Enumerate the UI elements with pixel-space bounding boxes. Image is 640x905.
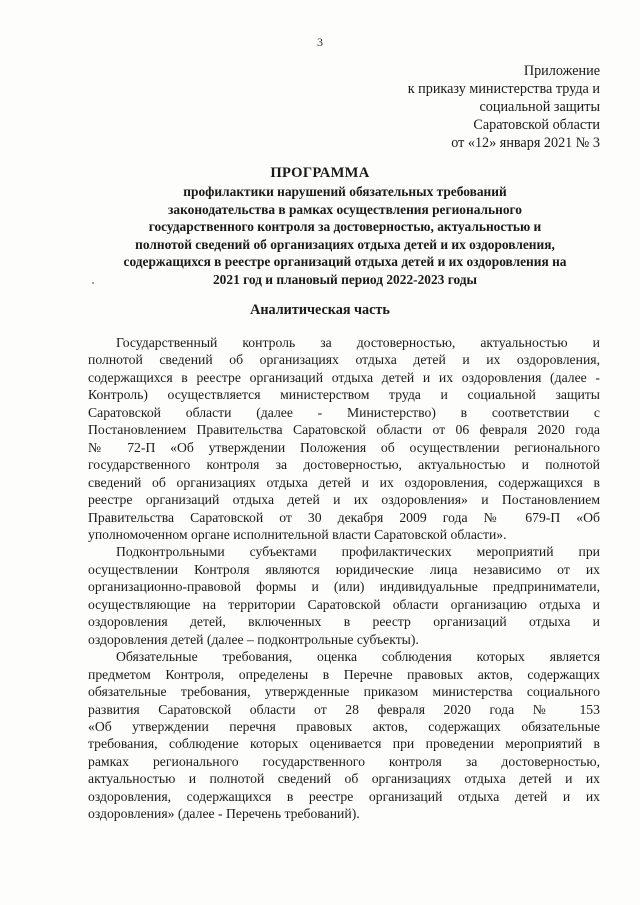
paragraph-line: содержащихся в реестре организаций отдыха детей и их оздоровления (далее -: [88, 369, 600, 385]
paragraph-line: «Об утверждении перечня правовых актов, содержащих обязательные: [88, 718, 600, 734]
subtitle-line: полнотой сведений об организациях отдыха детей и их оздоровления,: [135, 236, 555, 252]
subtitle-line: законодательства в рамках осуществления регионального: [168, 201, 522, 217]
paragraph-line: Постановлением Правительства Саратовской области от 06 февраля 2020 года: [88, 422, 600, 438]
paragraph-line: требования, соблюдение которых оценивается при проведении мероприятий в: [88, 736, 600, 752]
appendix-line: от «12» января 2021 № 3: [451, 135, 600, 151]
paragraph-line: сведений об организациях отдыха детей и их оздоровления, содержащихся в: [88, 474, 600, 490]
appendix-line: социальной защиты: [479, 99, 600, 115]
paragraph-line: Обязательные требования, оценка соблюдения которых является: [116, 649, 600, 665]
program-title: ПРОГРАММА: [270, 165, 370, 181]
paragraph-line: Подконтрольными субъектами профилактических мероприятий при: [116, 544, 600, 560]
paragraph-line: полнотой сведений об организациях отдыха детей и их оздоровления,: [88, 352, 600, 368]
paragraph-line: оздоровления детей, включенных в реестр организаций отдыха и: [88, 614, 600, 630]
appendix-line: Саратовской области: [473, 117, 600, 133]
paragraph-line: реестре организаций отдыха детей и их оздоровления» и Постановлением: [88, 492, 600, 508]
paragraph-line: Государственный контроль за достоверностью, актуальностью и: [116, 335, 600, 350]
paragraph-line: Контроль) осуществляется министерством труда и социальной защиты: [88, 387, 600, 403]
paragraph-line: № 72-П «Об утверждении Положения об осуществлении регионального: [88, 439, 600, 455]
paragraph-line: Саратовской области (далее - Министерство) в соответствии с: [88, 404, 600, 420]
subtitle-line: 2021 год и плановый период 2022-2023 годы: [212, 271, 478, 287]
paragraph-line: оздоровления детей (далее – подконтрольные субъекты).: [88, 631, 419, 647]
page-number: 3: [317, 35, 323, 49]
subtitle-line: профилактики нарушений обязательных требований: [183, 184, 507, 199]
section-heading: Аналитическая часть: [250, 302, 390, 318]
paragraph-line: осуществлении Контроля являются юридические лица независимо от их: [88, 561, 600, 577]
paragraph-line: предметом Контроля, определены в Перечне правовых актов, содержащих: [88, 666, 600, 682]
paragraph-line: государственного контроля за достоверностью, актуальностью и полнотой: [88, 457, 600, 473]
appendix-line: к приказу министерства труда и: [407, 81, 600, 97]
appendix-header: [270, 62, 600, 152]
paragraph-line: актуальностью и полнотой сведений об организациях отдыха детей и их: [88, 771, 600, 787]
paragraph-line: осуществляющие на территории Саратовской области организацию отдыха и: [88, 596, 600, 612]
body-text: [88, 334, 600, 823]
paragraph-line: организационно-правовой формы и (или) индивидуальные предприниматели,: [88, 579, 600, 595]
paragraph-line: рамках регионального государственного контроля за достоверностью,: [88, 753, 600, 769]
paragraph-line: оздоровления» (далее - Перечень требований).: [88, 806, 360, 822]
subtitle-line: государственного контроля за достоверностью, актуальностью и: [148, 219, 542, 234]
appendix-line: Приложение: [523, 63, 600, 79]
paragraph-line: развития Саратовской области от 28 февраля 2020 года № 153: [88, 701, 600, 717]
paragraph-line: Правительства Саратовской от 30 декабря 2009 года № 679-П «Об: [88, 509, 600, 525]
program-subtitle: [90, 183, 600, 288]
paragraph-line: обязательные требования, утвержденные приказом министерства социального: [88, 684, 600, 700]
paragraph-line: оздоровления, содержащихся в реестре организаций отдыха детей и их: [88, 788, 600, 804]
paragraph-line: уполномоченном органе исполнительной власти Саратовской области».: [88, 526, 507, 542]
scan-speck: [92, 282, 94, 284]
subtitle-line: содержащихся в реестре организаций отдыха детей и их оздоровления на: [123, 254, 567, 269]
